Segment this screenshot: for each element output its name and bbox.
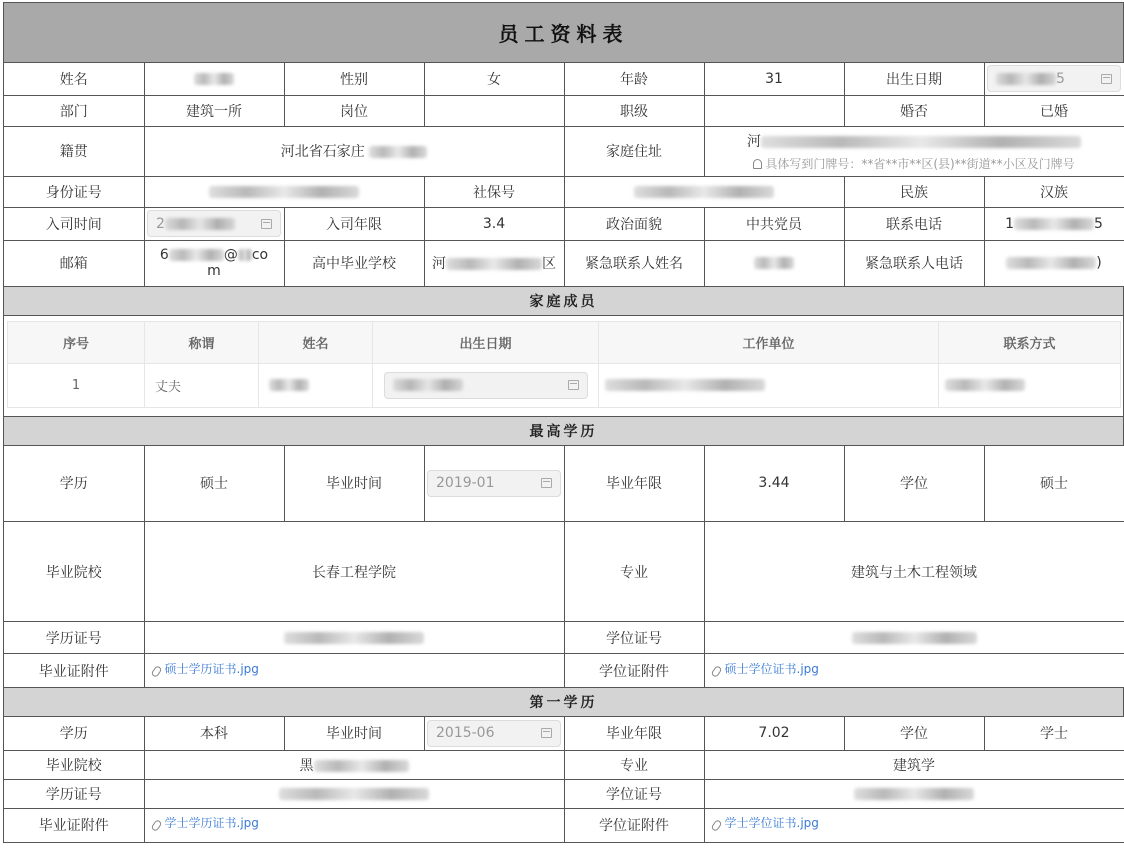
name-label: 姓名 [4,63,144,95]
email-label: 邮箱 [4,240,144,286]
fedu-gradtime-label: 毕业时间 [284,717,424,750]
ethnic-label: 民族 [844,176,984,207]
family-col-name: 姓名 [259,321,373,363]
fedu-degattach-value [704,808,1124,842]
fedu-educert-label: 学历证号 [4,779,144,808]
hedu-edu-label: 学历 [4,446,144,522]
family-table-wrap [4,316,1124,417]
fedu-degcert-label: 学位证号 [564,779,704,808]
fedu-school-label: 毕业院校 [4,750,144,779]
fedu-years-value: 7.02 [704,717,844,750]
hedu-gradtime-value [424,446,564,522]
dept-label: 部门 [4,95,144,126]
hedu-school-label: 毕业院校 [4,522,144,622]
family-table [7,321,1121,408]
paperclip-icon [150,819,162,832]
hedu-gradtime-label: 毕业时间 [284,446,424,522]
join-date-picker[interactable]: 2 [147,210,281,237]
employee-form [3,2,1124,843]
name-value [144,63,284,95]
fedu-grad-attachment-link[interactable]: 学士学历证书.jpg [164,816,259,830]
hedu-major-value: 建筑与土木工程领域 [704,522,1124,622]
fedu-school-value: 黑 [144,750,564,779]
birth-value [984,63,1124,95]
highest-edu-table [4,446,1124,689]
address-hint: 具体写到门牌号：**省**市**区(县)**街道**小区及门牌号 [707,155,1122,172]
paperclip-icon [710,664,722,677]
fedu-years-label: 毕业年限 [564,717,704,750]
dept-value: 建筑一所 [144,95,284,126]
fedu-edu-label: 学历 [4,717,144,750]
hedu-degree-attachment-link[interactable]: 硕士学位证书.jpg [724,661,819,676]
married-label: 婚否 [844,95,984,126]
family-index: 1 [8,363,145,407]
age-label: 年龄 [564,63,704,95]
first-edu-section-title: 第一学历 [4,688,1124,717]
hedu-major-label: 专业 [564,522,704,622]
native-value: 河北省石家庄 [144,126,564,176]
fedu-gradattach-label: 毕业证附件 [4,808,144,842]
hedu-school-value: 长春工程学院 [144,522,564,622]
fedu-degattach-label: 学位证附件 [564,808,704,842]
fedu-degree-attachment-link[interactable]: 学士学位证书.jpg [724,816,819,830]
family-contact [939,363,1121,407]
fedu-educert-value [144,779,564,808]
social-value [564,176,844,207]
fedu-grad-date-picker[interactable]: 2015-06 [427,720,561,747]
hedu-degcert-value [704,622,1124,654]
family-col-birth: 出生日期 [373,321,599,363]
hedu-degcert-label: 学位证号 [564,622,704,654]
family-work [599,363,939,407]
birth-date-picker[interactable]: 5 [987,65,1121,92]
political-label: 政治面貌 [564,207,704,240]
calendar-icon [568,380,579,390]
calendar-icon [541,728,552,738]
rank-label: 职级 [564,95,704,126]
rank-value [704,95,844,126]
calendar-icon [541,478,552,488]
position-label: 岗位 [284,95,424,126]
hedu-degattach-label: 学位证附件 [564,654,704,688]
join-value [144,207,284,240]
emg-name-label: 紧急联系人姓名 [564,240,704,286]
fedu-degcert-value [704,779,1124,808]
tenure-label: 入司年限 [284,207,424,240]
address-label: 家庭住址 [564,126,704,176]
family-col-index: 序号 [8,321,145,363]
hedu-educert-value [144,622,564,654]
hedu-degree-label: 学位 [844,446,984,522]
paperclip-icon [710,819,722,832]
social-label: 社保号 [424,176,564,207]
fedu-major-label: 专业 [564,750,704,779]
married-value: 已婚 [984,95,1124,126]
family-section-title: 家庭成员 [4,287,1124,316]
first-edu-table [4,717,1124,843]
highschool-value: 河 区 [424,240,564,286]
hedu-degree-value: 硕士 [984,446,1124,522]
family-name [259,363,373,407]
hedu-years-label: 毕业年限 [564,446,704,522]
hedu-years-value: 3.44 [704,446,844,522]
address-value: 河 具体写到门牌号：**省**市**区(县)**街道**小区及门牌号 [704,126,1124,176]
family-relation: 丈夫 [145,363,259,407]
email-value: 6 @ co m [144,240,284,286]
paperclip-icon [150,664,162,677]
emg-phone-value: ) [984,240,1124,286]
tenure-value: 3.4 [424,207,564,240]
political-value: 中共党员 [704,207,844,240]
id-value [144,176,424,207]
fedu-edu-value: 本科 [144,717,284,750]
phone-value: 1 5 [984,207,1124,240]
highschool-label: 高中毕业学校 [284,240,424,286]
fedu-degree-value: 学士 [984,717,1124,750]
join-label: 入司时间 [4,207,144,240]
calendar-icon [261,219,272,229]
fedu-degree-label: 学位 [844,717,984,750]
highest-edu-section-title: 最高学历 [4,417,1124,446]
hedu-gradattach-value [144,654,564,688]
family-birth [373,363,599,407]
gender-value: 女 [424,63,564,95]
emg-name-value [704,240,844,286]
ethnic-value: 汉族 [984,176,1124,207]
fedu-gradtime-value [424,717,564,750]
gender-label: 性别 [284,63,424,95]
family-col-relation: 称谓 [145,321,259,363]
emg-phone-label: 紧急联系人电话 [844,240,984,286]
family-birth-picker[interactable] [384,372,588,399]
fedu-gradattach-value [144,808,564,842]
calendar-icon [1101,74,1112,84]
hedu-grad-date-picker[interactable]: 2019-01 [427,470,561,497]
page-title: 员工资料表 [4,3,1124,63]
age-value: 31 [704,63,844,95]
hedu-gradattach-label: 毕业证附件 [4,654,144,688]
bell-icon [753,159,762,169]
family-col-contact: 联系方式 [939,321,1121,363]
phone-label: 联系电话 [844,207,984,240]
id-label: 身份证号 [4,176,144,207]
family-row [8,363,1121,407]
hedu-edu-value: 硕士 [144,446,284,522]
fedu-major-value: 建筑学 [704,750,1124,779]
hedu-grad-attachment-link[interactable]: 硕士学历证书.jpg [164,661,259,676]
position-value [424,95,564,126]
hedu-educert-label: 学历证号 [4,622,144,654]
family-col-work: 工作单位 [599,321,939,363]
birth-label: 出生日期 [844,63,984,95]
basic-info-table [4,63,1124,287]
native-label: 籍贯 [4,126,144,176]
hedu-degattach-value [704,654,1124,688]
